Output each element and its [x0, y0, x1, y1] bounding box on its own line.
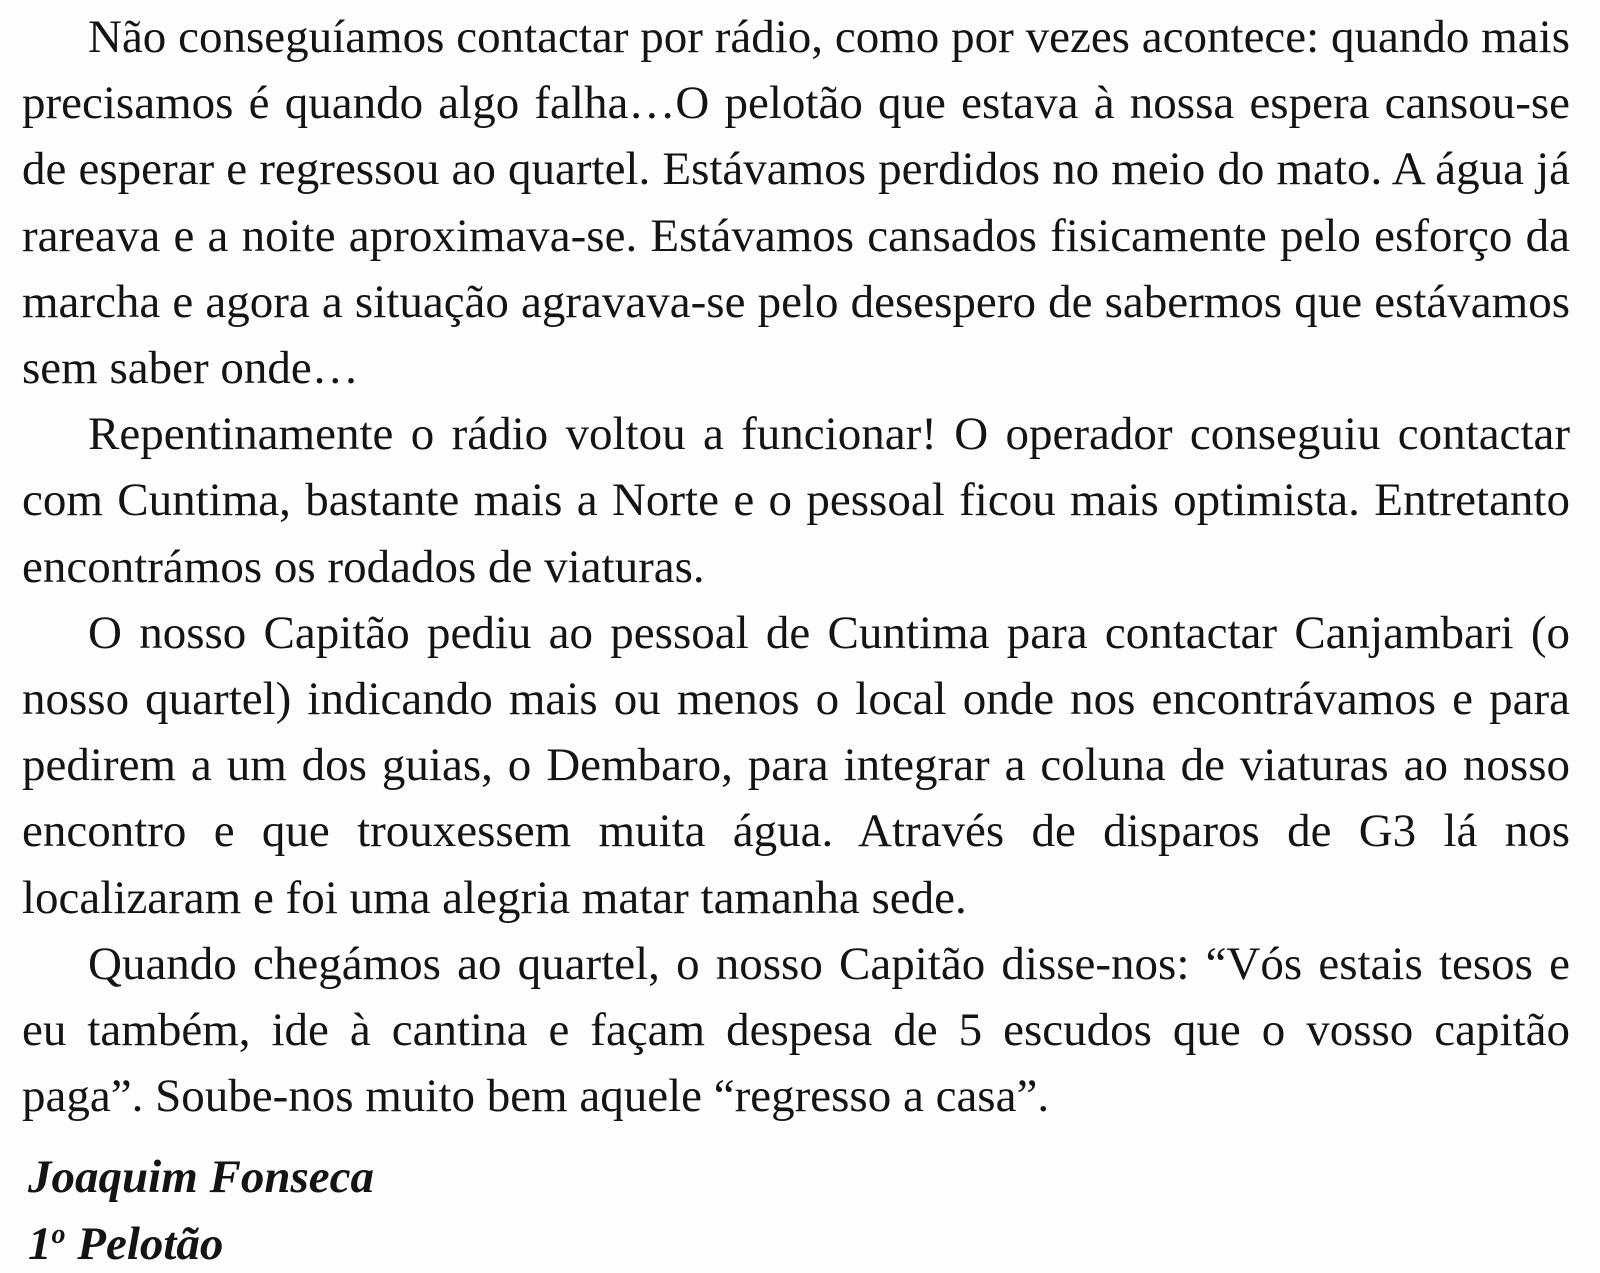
author-name: Joaquim Fonseca: [28, 1151, 375, 1203]
paragraph-2: Repentinamente o rádio voltou a funcionar! O operador conseguiu contactar com Cuntima, bastante mais a Norte e o pessoal ficou mais optimista. Entretanto encontrámos os rodados de viaturas.: [22, 408, 1570, 593]
paragraph-4: Quando chegámos ao quartel, o nosso Capitão disse-nos: “Vós estais tesos e eu também, ide à cantina e façam despesa de 5 escudos que o vosso capitão paga”. Soube-nos muito bem aquele “regresso a casa”.: [22, 937, 1570, 1123]
article-body: [22, 4, 1570, 1129]
author-unit: [28, 1206, 374, 1273]
paragraph-1: Não conseguíamos contactar por rádio, como por vezes acontece: quando mais precisamos é quando algo falha…O pelotão que estava à nossa espera cansou-se de esperar e regressou ao quartel. Estávamos perdidos no meio do mato. A água já rareava e a noite aproximava-se. Estávamos cansados fisicamente pelo esforço da marcha e agora a situação agravava-se pelo desespero de sabermos que estávamos sem saber onde…: [22, 11, 1570, 395]
paragraph-3: O nosso Capitão pediu ao pessoal de Cuntima para contactar Canjambari (o nosso quartel) indicando mais ou menos o local onde nos encontrávamos e para pedirem a um dos guias, o Dembaro, para integrar a coluna de viaturas ao nosso encontro e que trouxessem muita água. Através de disparos de G3 lá nos localizaram e foi uma alegria matar tamanha sede.: [22, 606, 1570, 924]
signature-block: [28, 1148, 374, 1273]
unit-number: 1: [28, 1218, 52, 1270]
unit-ordinal: o: [51, 1219, 66, 1250]
unit-name: Pelotão: [77, 1218, 224, 1270]
